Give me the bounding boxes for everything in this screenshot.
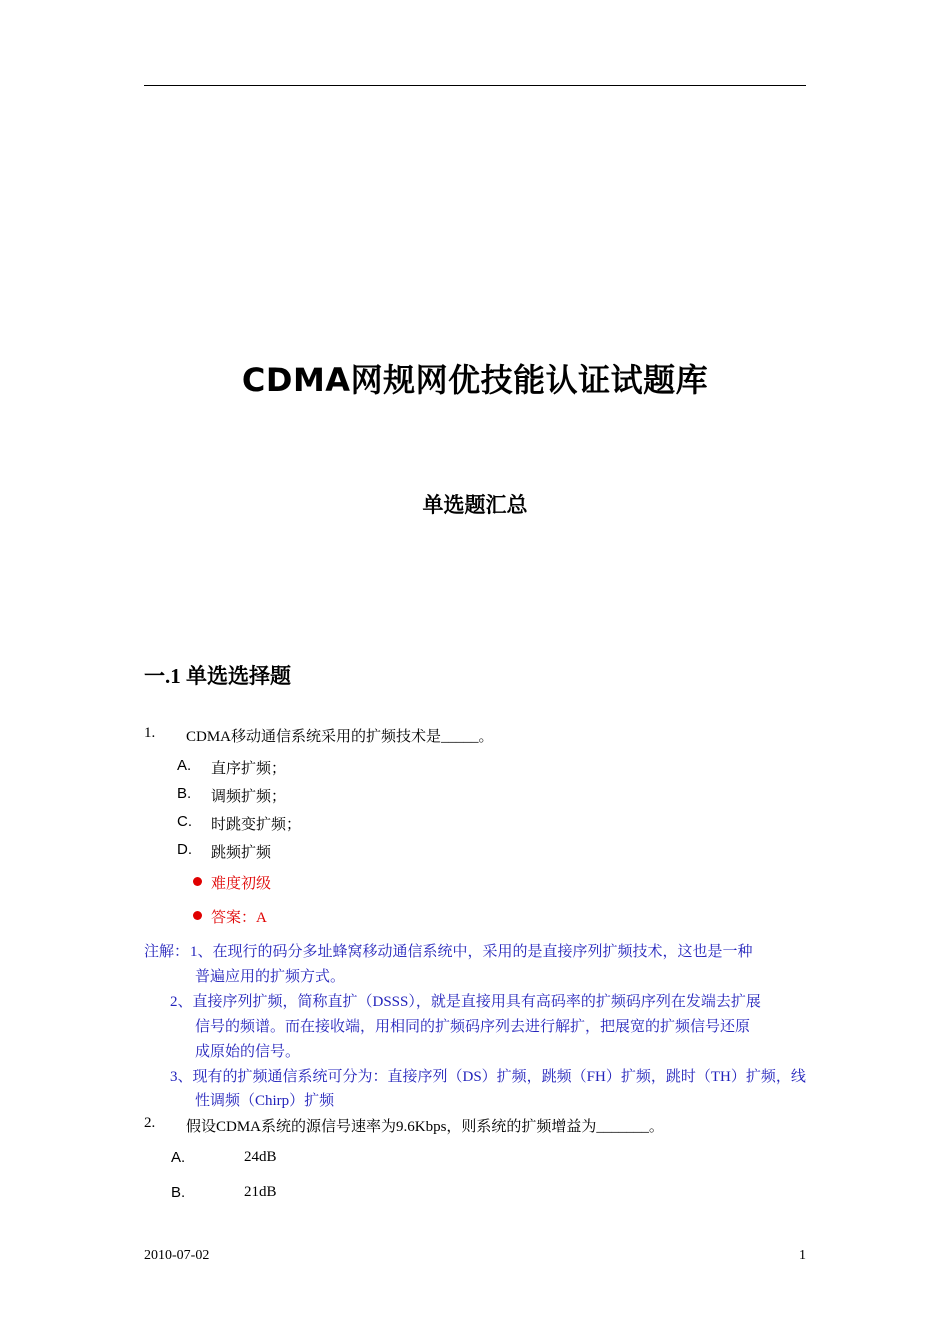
question-1-option-b-text: 调频扩频；	[211, 789, 287, 805]
question-1-option-d-letter: D.	[177, 841, 192, 858]
question-1-option-a-text: 直序扩频；	[211, 761, 287, 777]
footer-page-number: 1	[799, 1248, 806, 1263]
bullet-dot-icon	[193, 911, 202, 920]
question-1-option-a-letter: A.	[177, 757, 192, 774]
question-2-option-a-letter: A.	[171, 1149, 186, 1166]
note-prefix: 注解：	[144, 944, 190, 960]
question-1-difficulty: 难度初级	[211, 876, 272, 892]
bullet-dot-icon	[193, 877, 202, 886]
note-line: 普遍应用的扩频方式。	[195, 969, 346, 985]
note-line: 性调频（Chirp）扩频	[195, 1093, 335, 1109]
question-2-number: 2.	[144, 1115, 156, 1131]
question-1-number: 1.	[144, 725, 156, 741]
question-1-text: CDMA移动通信系统采用的扩频技术是_____。	[186, 729, 494, 745]
question-2-option-b-text: 21dB	[244, 1184, 277, 1200]
header-rule	[144, 85, 806, 86]
question-1-option-d-text: 跳频扩频	[211, 845, 272, 861]
note-line: 3、现有的扩频通信系统可分为：直接序列（DS）扩频，跳频（FH）扩频，跳时（TH）扩频，线	[170, 1069, 806, 1085]
footer-date: 2010-07-02	[144, 1248, 210, 1263]
document-title: CDMA网规网优技能认证试题库	[241, 361, 709, 399]
question-2-text: 假设CDMA系统的源信号速率为9.6Kbps，则系统的扩频增益为_______。	[186, 1119, 664, 1135]
question-1-option-c-letter: C.	[177, 813, 192, 830]
question-2-option-a-text: 24dB	[244, 1149, 277, 1165]
question-1-option-c-text: 时跳变扩频；	[211, 817, 302, 833]
question-1-option-b-letter: B.	[177, 785, 192, 802]
note-line: 2、直接序列扩频，简称直扩（DSSS），就是直接用具有高码率的扩频码序列在发端去扩展	[170, 994, 761, 1010]
question-2-option-b-letter: B.	[171, 1184, 186, 1201]
question-1-answer: 答案：A	[211, 910, 267, 926]
section-heading: 一.1 单选选择题	[144, 664, 291, 688]
document-subtitle: 单选题汇总	[422, 493, 528, 517]
note-line: 成原始的信号。	[195, 1044, 301, 1060]
note-line: 1、在现行的码分多址蜂窝移动通信系统中，采用的是直接序列扩频技术，这也是一种	[190, 944, 753, 960]
note-line: 信号的频谱。而在接收端，用相同的扩频码序列去进行解扩，把展宽的扩频信号还原	[195, 1019, 751, 1035]
